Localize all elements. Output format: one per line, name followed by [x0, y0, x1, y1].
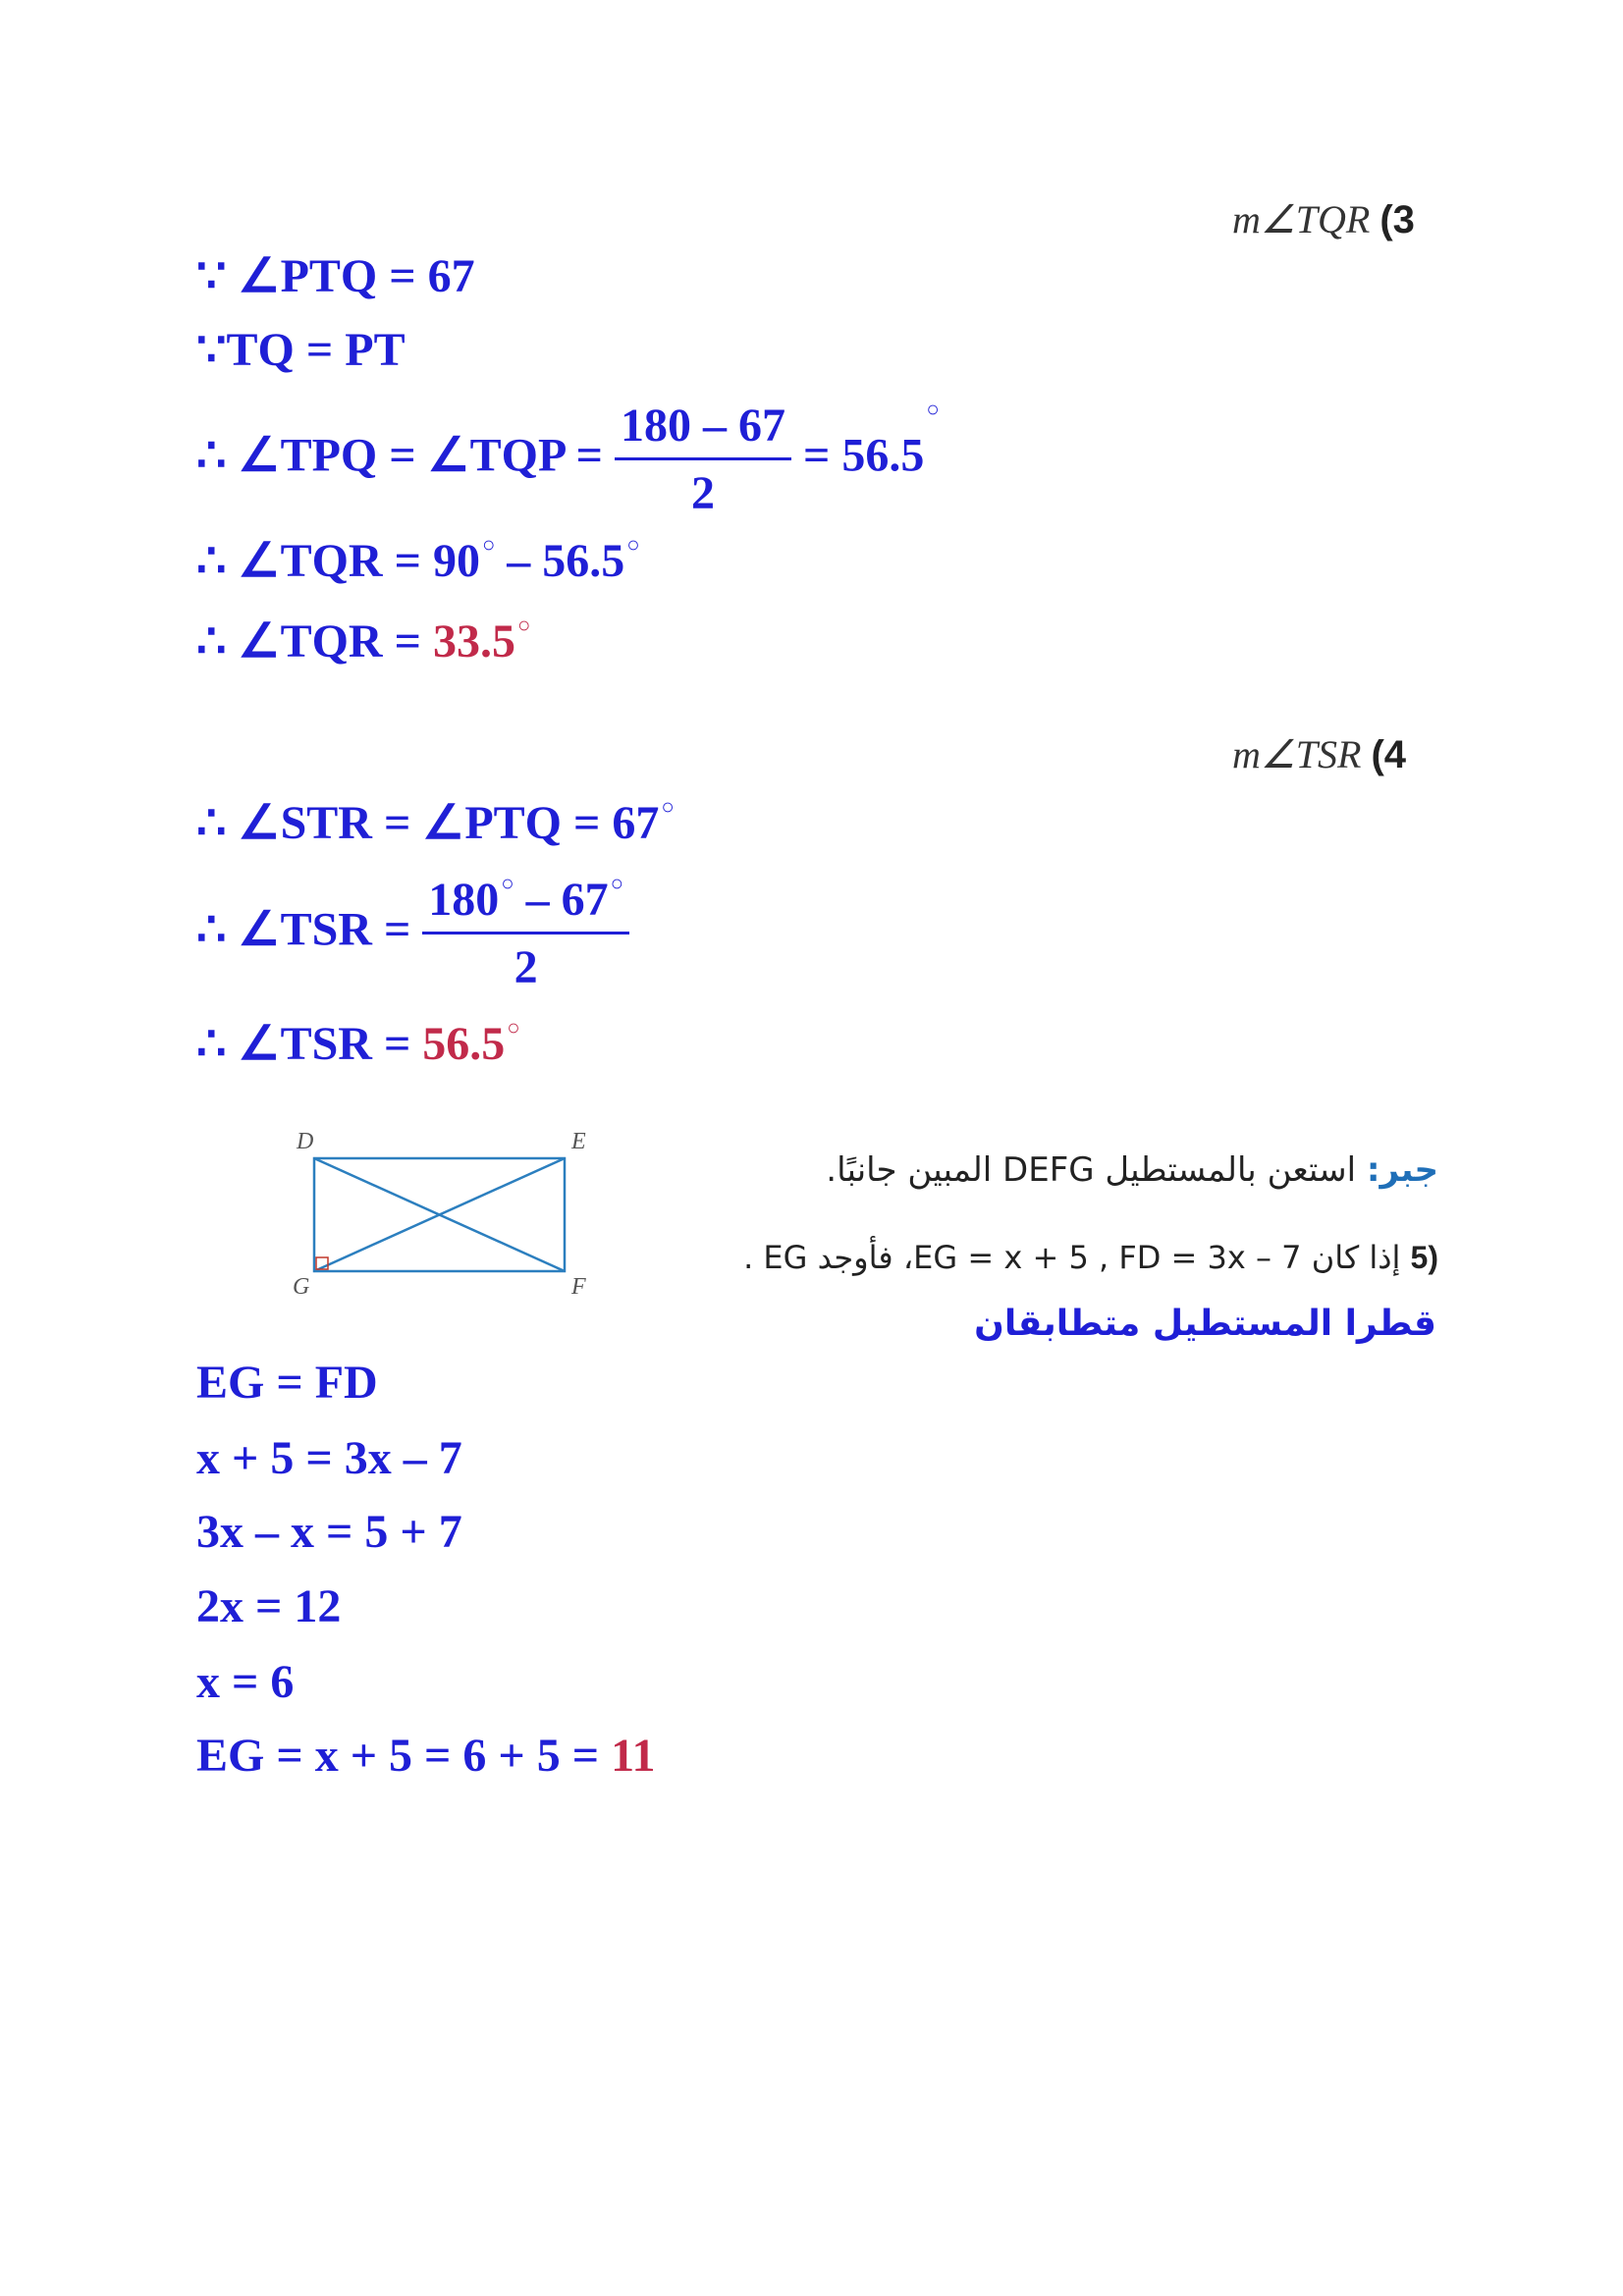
p5-step-2: x + 5 = 3x – 7 — [196, 1432, 462, 1484]
algebra-label: جبر: — [1366, 1150, 1438, 1190]
q3-line-5-lhs: ∴ ∠TQR = — [196, 615, 433, 667]
q4-line-2 — [196, 871, 629, 993]
q3-line-3 — [196, 397, 940, 519]
p5-step-4: 2x = 12 — [196, 1580, 342, 1632]
degree-symbol: ○ — [626, 532, 640, 557]
q3-number: (3 — [1380, 198, 1415, 241]
q4-line-2-lhs: ∴ ∠TSR = — [196, 903, 411, 956]
q4-line-3-lhs: ∴ ∠TSR = — [196, 1018, 423, 1070]
problem5-note: قطرا المستطيل متطابقان — [974, 1304, 1436, 1344]
q4-heading — [1232, 731, 1406, 777]
q3-line-2 — [196, 324, 406, 376]
p5-step-1: EG = FD — [196, 1357, 378, 1409]
problem5-number: (5 — [1410, 1240, 1438, 1275]
p5-step-6-lhs: EG = x + 5 = 6 + 5 = — [196, 1730, 612, 1782]
q4-line-1 — [196, 794, 675, 849]
problem5-instruction: استعن بالمستطيل DEFG المبين جانبًا. — [826, 1150, 1357, 1190]
p5-step-6 — [196, 1730, 656, 1782]
q3-line-4-b: – 56.5 — [495, 535, 625, 587]
q4-num-b: – 67 — [514, 874, 609, 926]
degree-symbol: ○ — [610, 871, 623, 895]
vertex-label-g: G — [293, 1274, 310, 1300]
q3-answer: 33.5 — [432, 615, 515, 667]
q4-fraction — [422, 871, 629, 993]
q3-line-2-text: ∵TQ = PT — [196, 324, 406, 376]
p5-answer: 11 — [611, 1730, 656, 1782]
problem5-question: إذا كان EG = x + 5 , FD = 3x – 7، فأوجد EG . — [743, 1239, 1401, 1276]
vertex-label-e: E — [571, 1129, 586, 1154]
q3-line-3-lhs: ∴ ∠TPQ = ∠TQP = — [196, 429, 603, 482]
q4-fraction-numerator — [422, 871, 629, 934]
q4-line-1-text: ∴ ∠STR = ∠PTQ = 67 — [196, 797, 660, 849]
q3-line-1 — [196, 250, 475, 302]
problem5-question-line — [743, 1239, 1438, 1276]
q4-answer: 56.5 — [422, 1018, 506, 1070]
degree-symbol: ○ — [507, 1015, 520, 1040]
q4-heading-text: m∠TSR — [1232, 732, 1362, 776]
q3-heading — [1232, 196, 1415, 242]
degree-symbol: ○ — [661, 794, 675, 819]
p5-step-5: x = 6 — [196, 1656, 295, 1708]
q3-line-4 — [196, 532, 640, 587]
degree-symbol: ○ — [926, 397, 940, 421]
q3-line-1-text: ∵ ∠PTQ = 67 — [196, 250, 475, 302]
degree-symbol: ○ — [501, 871, 514, 895]
q3-fraction-denominator: 2 — [691, 467, 715, 519]
q4-fraction-denominator: 2 — [514, 941, 538, 993]
vertex-label-d: D — [297, 1129, 314, 1154]
q4-num-a: 180 — [428, 874, 500, 926]
q3-heading-text: m∠TQR — [1232, 197, 1371, 241]
rectangle-defg-figure — [295, 1129, 609, 1306]
q3-fraction-numerator: 180 – 67 — [615, 402, 791, 460]
degree-symbol: ○ — [481, 532, 496, 557]
q3-line-4-a: ∴ ∠TQR = 90 — [196, 535, 480, 587]
vertex-label-f: F — [571, 1274, 586, 1300]
q3-fraction — [615, 402, 791, 517]
q4-line-3 — [196, 1015, 520, 1070]
q3-line-5 — [196, 613, 531, 667]
degree-symbol: ○ — [516, 613, 531, 637]
q3-line-3-rhs: = 56.5 — [803, 429, 925, 482]
problem5-instruction-line — [826, 1150, 1438, 1190]
q4-number: (4 — [1371, 733, 1407, 776]
p5-step-3: 3x – x = 5 + 7 — [196, 1506, 462, 1558]
